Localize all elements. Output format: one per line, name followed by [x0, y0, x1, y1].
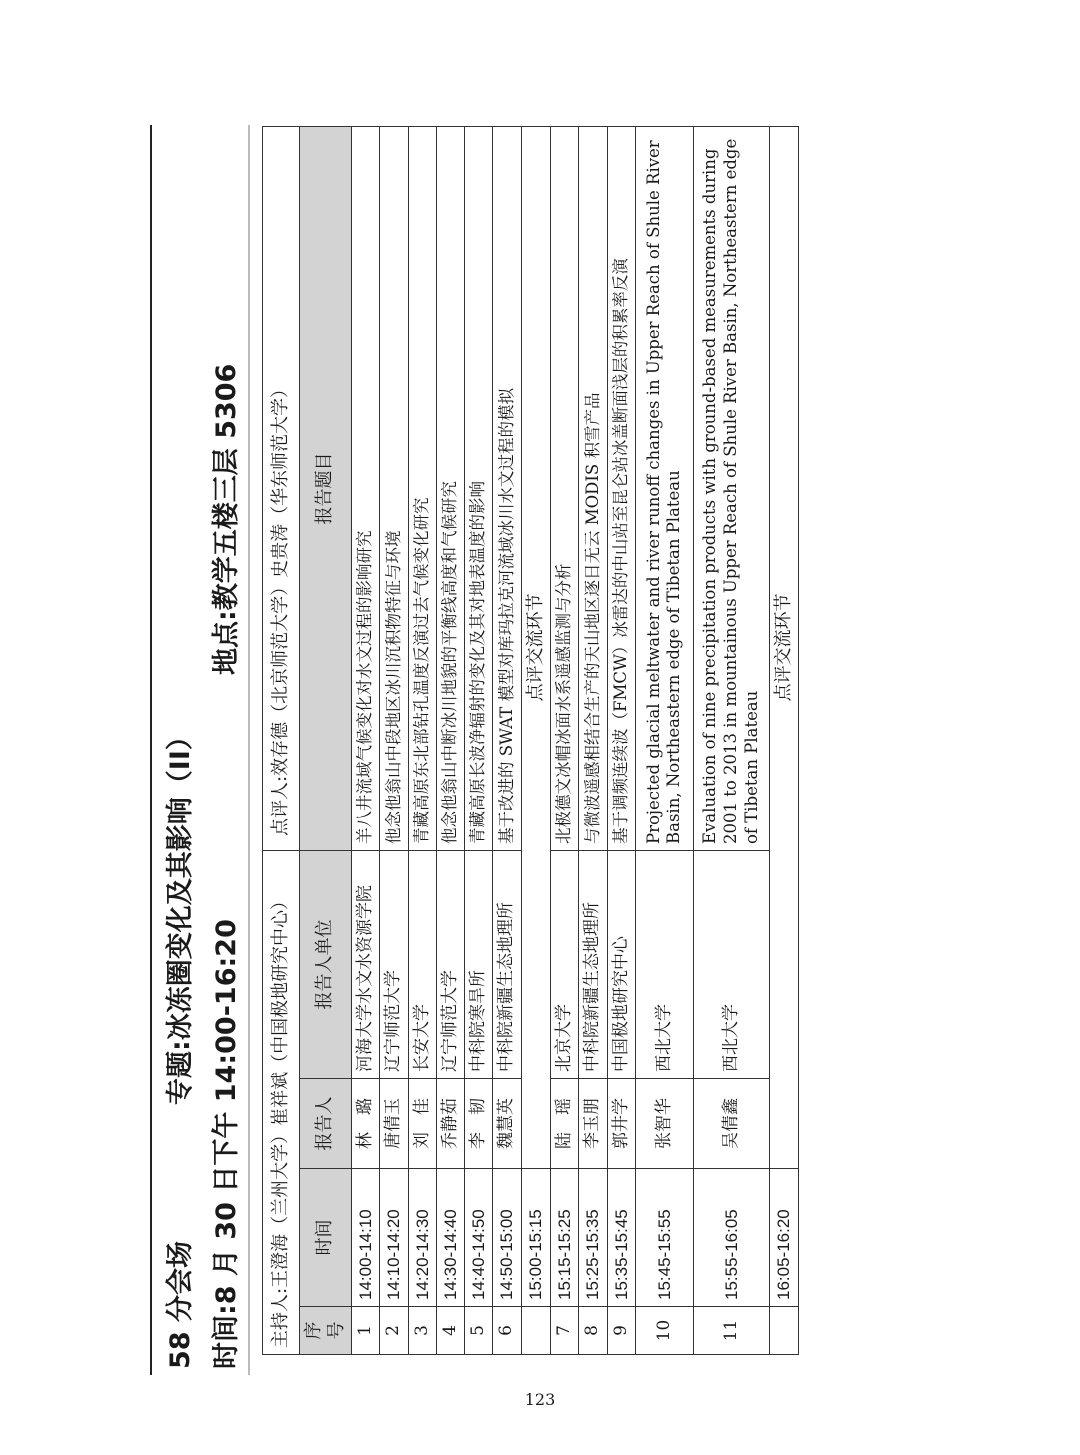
row-num: 1 — [352, 1307, 380, 1355]
col-title: 报告题目 — [300, 127, 352, 851]
row-num: 6 — [493, 1307, 521, 1355]
row-unit: 西北大学 — [635, 851, 693, 1079]
row-speaker: 唐倩玉 — [380, 1079, 408, 1169]
row-time: 15:15-15:25 — [551, 1169, 579, 1307]
row-num: 4 — [436, 1307, 464, 1355]
row-speaker: 魏慧英 — [493, 1079, 521, 1169]
col-time: 时间 — [300, 1169, 352, 1307]
table-row — [408, 127, 436, 1355]
row-speaker: 张智华 — [635, 1079, 693, 1169]
row-title: Evaluation of nine precipitation products with ground-based measurements during 2001 to 2013 in mountainous Upper Reach of Shule River Basin, Northeastern edge of Tibetan Plateau — [693, 127, 769, 851]
row-time: 15:55-16:05 — [693, 1169, 769, 1307]
rotated-page — [150, 125, 800, 1375]
row-speaker: 李玉朋 — [579, 1079, 607, 1169]
row-time: 15:35-15:45 — [607, 1169, 635, 1307]
page-number: 123 — [524, 1390, 556, 1409]
session-topic: 专题:冰冻圈变化及其影响（II） — [165, 723, 196, 1105]
row-speaker: 乔静茹 — [436, 1079, 464, 1169]
table-row — [465, 127, 493, 1355]
row-title: 北极德文冰帽冰面水系遥感监测与分析 — [551, 127, 579, 851]
row-title: 他念他翁山中段地区冰川沉积物特征与环境 — [380, 127, 408, 851]
row-num: 11 — [693, 1307, 769, 1355]
row-title: 基于改进的 SWAT 模型对库玛拉克河流域冰川水文过程的模拟 — [493, 127, 521, 851]
table-row — [436, 127, 464, 1355]
col-unit: 报告人单位 — [300, 851, 352, 1079]
row-speaker: 林 璐 — [352, 1079, 380, 1169]
row-time: 15:25-15:35 — [579, 1169, 607, 1307]
break-row — [521, 127, 551, 1355]
time-place-header — [196, 125, 250, 1375]
row-unit: 中科院新疆生态地理所 — [579, 851, 607, 1079]
row-title: 与微波遥感相结合生产的天山地区逐日无云 MODIS 积雪产品 — [579, 127, 607, 851]
chair-info: 主持人:王澄海（兰州大学）崔祥斌（中国极地研究中心） — [263, 851, 300, 1355]
table-row — [352, 127, 380, 1355]
row-time: 14:10-14:20 — [380, 1169, 408, 1307]
row-num: 5 — [465, 1307, 493, 1355]
session-number: 58 分会场 — [165, 1241, 196, 1369]
session-place: 地点:教学五楼三层 5306 — [211, 363, 242, 675]
table-row — [693, 127, 769, 1355]
col-num: 序号 — [300, 1307, 352, 1355]
row-title: 他念他翁山中断冰川地貌的平衡线高度和气候研究 — [436, 127, 464, 851]
break-time: 16:05-16:20 — [769, 1169, 799, 1307]
row-title: 羊八井流域气候变化对水文过程的影响研究 — [352, 127, 380, 851]
row-num: 10 — [635, 1307, 693, 1355]
row-speaker: 郭井学 — [607, 1079, 635, 1169]
row-unit: 河海大学水文水资源学院 — [352, 851, 380, 1079]
row-unit: 辽宁师范大学 — [436, 851, 464, 1079]
col-speaker: 报告人 — [300, 1079, 352, 1169]
row-num: 2 — [380, 1307, 408, 1355]
row-unit: 长安大学 — [408, 851, 436, 1079]
row-unit: 辽宁师范大学 — [380, 851, 408, 1079]
table-row — [635, 127, 693, 1355]
row-speaker: 刘 佳 — [408, 1079, 436, 1169]
table-row — [607, 127, 635, 1355]
break-num — [521, 1307, 551, 1355]
row-time: 14:20-14:30 — [408, 1169, 436, 1307]
row-num: 9 — [607, 1307, 635, 1355]
break-label: 点评交流环节 — [769, 127, 799, 1169]
row-unit: 西北大学 — [693, 851, 769, 1079]
reviewer-info: 点评人:效存德（北京师范大学）史贵涛（华东师范大学） — [263, 127, 300, 851]
row-time: 14:30-14:40 — [436, 1169, 464, 1307]
row-speaker: 吴倩鑫 — [693, 1079, 769, 1169]
table-row — [380, 127, 408, 1355]
break-num — [769, 1307, 799, 1355]
row-time: 14:50-15:00 — [493, 1169, 521, 1307]
break-label: 点评交流环节 — [521, 127, 551, 1169]
row-num: 8 — [579, 1307, 607, 1355]
row-title: Projected glacial meltwater and river runoff changes in Upper Reach of Shule River Basin, Northeastern edge of Tibetan Plateau — [635, 127, 693, 851]
row-unit: 中科院新疆生态地理所 — [493, 851, 521, 1079]
row-time: 14:40-14:50 — [465, 1169, 493, 1307]
break-row — [769, 127, 799, 1355]
row-title: 青藏高原东北部钻孔温度反演过去气候变化研究 — [408, 127, 436, 851]
session-time: 时间:8 月 30 日下午 14:00-16:20 — [211, 919, 242, 1369]
hosts-row — [263, 127, 300, 1355]
table-row — [493, 127, 521, 1355]
table-row — [551, 127, 579, 1355]
row-title: 基于调频连续波（FMCW）冰雷达的中山站至昆仑站冰盖断面浅层的积累率反演 — [607, 127, 635, 851]
row-speaker: 李 韧 — [465, 1079, 493, 1169]
row-num: 7 — [551, 1307, 579, 1355]
table-row — [579, 127, 607, 1355]
row-time: 14:00-14:10 — [352, 1169, 380, 1307]
break-time: 15:00-15:15 — [521, 1169, 551, 1307]
table-header — [300, 127, 352, 1355]
session-header — [150, 125, 198, 1375]
row-unit: 中国极地研究中心 — [607, 851, 635, 1079]
row-unit: 中科院寒旱所 — [465, 851, 493, 1079]
row-speaker: 陆 瑶 — [551, 1079, 579, 1169]
schedule-table — [262, 126, 799, 1355]
row-num: 3 — [408, 1307, 436, 1355]
row-time: 15:45-15:55 — [635, 1169, 693, 1307]
row-title: 青藏高原长波净辐射的变化及其对地表温度的影响 — [465, 127, 493, 851]
row-unit: 北京大学 — [551, 851, 579, 1079]
